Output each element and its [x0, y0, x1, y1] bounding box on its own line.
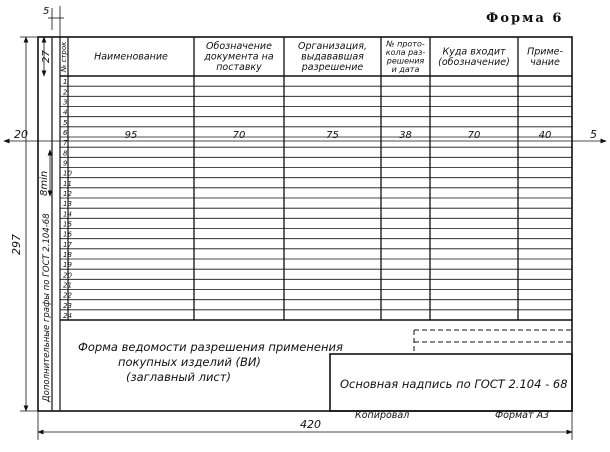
column-width-dim: 95 — [124, 130, 138, 141]
column-header: Куда входит — [442, 46, 506, 58]
column-width-dim: 70 — [467, 130, 481, 141]
table-grid — [60, 37, 572, 320]
header-height-dim: 27 — [41, 50, 52, 63]
column-header: № прото- — [386, 39, 425, 49]
row-number-header: № строк — [60, 41, 68, 72]
row-number: 7 — [63, 139, 68, 148]
note-line: Форма ведомости разрешения применения — [78, 340, 343, 354]
row-number: 22 — [63, 291, 72, 300]
row-number: 23 — [63, 301, 72, 310]
title-block-text: Основная надпись по ГОСТ 2.104 - 68 — [340, 377, 568, 391]
column-header: кола раз- — [385, 47, 426, 57]
column-header: (обозначение) — [438, 56, 510, 68]
row-number: 14 — [63, 210, 72, 219]
dashed-marks — [414, 330, 572, 354]
column-width-dim: 40 — [538, 130, 552, 141]
column-header: разрешение — [301, 62, 364, 74]
row-number: 4 — [63, 108, 68, 117]
row-number: 17 — [63, 240, 72, 249]
row-height-dim: 8min — [39, 170, 50, 196]
column-header: Обозначение — [206, 41, 272, 53]
column-header: Организация, — [298, 41, 367, 53]
sheet-width-dim: 420 — [300, 418, 321, 431]
column-header: поставку — [216, 62, 262, 74]
row-number: 21 — [63, 281, 72, 290]
row-number: 2 — [63, 88, 68, 97]
column-header: чание — [530, 56, 560, 68]
row-number: 16 — [63, 230, 72, 239]
row-number: 8 — [63, 149, 68, 158]
column-header: документа на — [204, 51, 274, 63]
row-number: 5 — [63, 118, 68, 127]
column-header: выдававшая — [301, 51, 364, 63]
row-number: 18 — [63, 251, 72, 259]
form-title: Форма 6 — [486, 11, 564, 26]
note-line: (заглавный лист) — [126, 370, 231, 384]
footer-right-label: Формат А3 — [495, 410, 550, 421]
row-number: 12 — [63, 190, 72, 198]
left-margin-dim: 20 — [14, 128, 28, 141]
column-header: решения — [386, 56, 425, 66]
row-number: 19 — [63, 261, 72, 270]
row-number: 13 — [63, 200, 72, 209]
right-margin-dim: 5 — [590, 128, 597, 141]
column-width-dim: 38 — [399, 130, 412, 141]
row-number: 1 — [63, 78, 68, 87]
side-label: Дополнительные графы по ГОСТ 2.104-68 — [42, 213, 52, 402]
footer-left-label: Копировал — [355, 410, 410, 421]
column-header: Наименование — [94, 51, 168, 63]
height-dimension — [20, 37, 38, 411]
row-number: 6 — [63, 129, 68, 137]
top-offset-dim: 5 — [43, 6, 50, 17]
row-number: 9 — [63, 159, 68, 168]
column-header: Приме- — [527, 46, 563, 58]
sheet-height-dim: 297 — [10, 234, 23, 255]
row-number: 3 — [63, 98, 68, 107]
row-number: 20 — [63, 271, 72, 280]
row-number: 10 — [63, 169, 72, 178]
note-line: покупных изделий (ВИ) — [118, 355, 261, 369]
column-width-dim: 75 — [326, 130, 339, 141]
row-number: 24 — [63, 312, 72, 320]
column-header: и дата — [391, 64, 420, 74]
column-width-dim: 70 — [232, 130, 246, 141]
row-number: 11 — [63, 179, 72, 188]
row-number: 15 — [63, 220, 72, 229]
